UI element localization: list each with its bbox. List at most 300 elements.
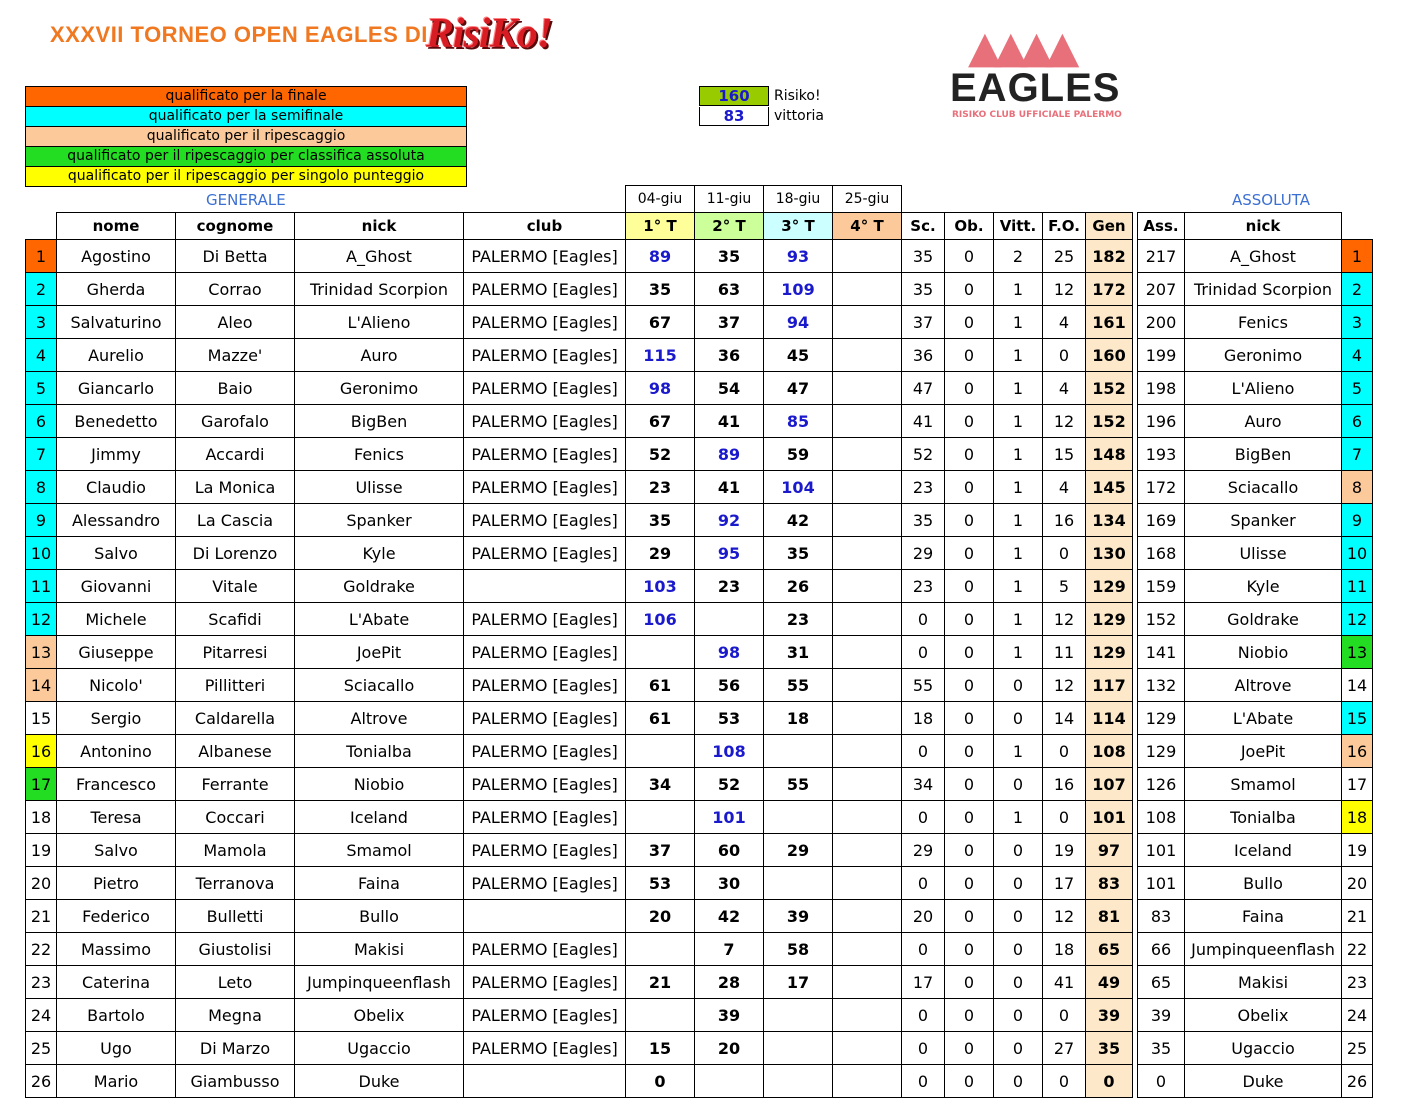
t2-cell: 30 — [695, 867, 764, 900]
nick-cell: Faina — [295, 867, 464, 900]
rank-cell: 19 — [26, 834, 57, 867]
nick-cell: Ulisse — [295, 471, 464, 504]
t1-cell: 23 — [626, 471, 695, 504]
t1-cell: 89 — [626, 240, 695, 273]
eagles-logo — [950, 22, 1150, 122]
nick-cell: Fenics — [295, 438, 464, 471]
cognome-cell: Bulletti — [176, 900, 295, 933]
assoluta-rank-cell: 5 — [1342, 372, 1373, 405]
nome-cell: Aurelio — [57, 339, 176, 372]
table-row — [26, 966, 1373, 999]
col-t1: 1° T — [626, 213, 695, 240]
gen-cell: 152 — [1086, 405, 1133, 438]
club-cell: PALERMO [Eagles] — [464, 966, 626, 999]
t3-cell — [764, 1032, 833, 1065]
cognome-cell: La Monica — [176, 471, 295, 504]
t4-cell — [833, 372, 902, 405]
nick-cell: Sciacallo — [295, 669, 464, 702]
table-row — [26, 603, 1373, 636]
cognome-cell: Caldarella — [176, 702, 295, 735]
t2-cell — [695, 603, 764, 636]
assoluta-nick-cell: JoePit — [1185, 735, 1342, 768]
section-assoluta: ASSOLUTA — [1232, 191, 1310, 209]
nick-cell: Obelix — [295, 999, 464, 1032]
ob-cell: 0 — [945, 372, 994, 405]
nome-cell: Massimo — [57, 933, 176, 966]
nick-cell: Niobio — [295, 768, 464, 801]
t2-cell — [695, 1065, 764, 1098]
ob-cell: 0 — [945, 570, 994, 603]
t1-cell: 0 — [626, 1065, 695, 1098]
t1-cell: 67 — [626, 405, 695, 438]
club-cell: PALERMO [Eagles] — [464, 471, 626, 504]
assoluta-rank-cell: 10 — [1342, 537, 1373, 570]
col-nome: nome — [57, 213, 176, 240]
legend-finale: qualificato per la finale — [25, 86, 467, 107]
fo-cell: 0 — [1043, 1065, 1086, 1098]
ob-cell: 0 — [945, 669, 994, 702]
t1-cell: 29 — [626, 537, 695, 570]
t3-cell: 45 — [764, 339, 833, 372]
ob-cell: 0 — [945, 537, 994, 570]
gen-cell: 108 — [1086, 735, 1133, 768]
sc-cell: 0 — [902, 933, 945, 966]
cognome-cell: Ferrante — [176, 768, 295, 801]
t3-cell: 35 — [764, 537, 833, 570]
nome-cell: Francesco — [57, 768, 176, 801]
fo-cell: 41 — [1043, 966, 1086, 999]
assoluta-rank-cell: 15 — [1342, 702, 1373, 735]
t2-cell: 89 — [695, 438, 764, 471]
gen-cell: 114 — [1086, 702, 1133, 735]
sc-cell: 52 — [902, 438, 945, 471]
standings-table — [25, 185, 1373, 1098]
club-cell: PALERMO [Eagles] — [464, 702, 626, 735]
nick-cell: L'Alieno — [295, 306, 464, 339]
rank-cell: 4 — [26, 339, 57, 372]
table-row — [26, 867, 1373, 900]
cognome-cell: La Cascia — [176, 504, 295, 537]
sc-cell: 17 — [902, 966, 945, 999]
assoluta-rank-cell: 24 — [1342, 999, 1373, 1032]
date-4: 25-giu — [833, 186, 902, 213]
t4-cell — [833, 240, 902, 273]
t2-cell: 98 — [695, 636, 764, 669]
ob-cell: 0 — [945, 735, 994, 768]
date-2: 11-giu — [695, 186, 764, 213]
nick-cell: L'Abate — [295, 603, 464, 636]
club-cell: PALERMO [Eagles] — [464, 339, 626, 372]
ob-cell: 0 — [945, 339, 994, 372]
t3-cell: 23 — [764, 603, 833, 636]
assoluta-nick-cell: Auro — [1185, 405, 1342, 438]
assoluta-nick-cell: Faina — [1185, 900, 1342, 933]
rank-cell: 2 — [26, 273, 57, 306]
t3-cell: 31 — [764, 636, 833, 669]
t4-cell — [833, 966, 902, 999]
nick-cell: Goldrake — [295, 570, 464, 603]
nick-cell: Trinidad Scorpion — [295, 273, 464, 306]
sc-cell: 0 — [902, 999, 945, 1032]
club-cell: PALERMO [Eagles] — [464, 537, 626, 570]
t4-cell — [833, 702, 902, 735]
ob-cell: 0 — [945, 702, 994, 735]
fo-cell: 12 — [1043, 603, 1086, 636]
t4-cell — [833, 1032, 902, 1065]
fo-cell: 0 — [1043, 537, 1086, 570]
nome-cell: Federico — [57, 900, 176, 933]
club-cell: PALERMO [Eagles] — [464, 438, 626, 471]
t4-cell — [833, 471, 902, 504]
legend-ripescaggio-assoluta: qualificato per il ripescaggio per classifica assoluta — [25, 147, 467, 167]
table-row — [26, 768, 1373, 801]
sc-cell: 35 — [902, 240, 945, 273]
t1-cell: 35 — [626, 273, 695, 306]
sc-cell: 34 — [902, 768, 945, 801]
gen-cell: 83 — [1086, 867, 1133, 900]
col-t4: 4° T — [833, 213, 902, 240]
assoluta-nick-cell: Goldrake — [1185, 603, 1342, 636]
t1-cell: 53 — [626, 867, 695, 900]
t2-cell: 52 — [695, 768, 764, 801]
cognome-cell: Terranova — [176, 867, 295, 900]
gen-cell: 117 — [1086, 669, 1133, 702]
fo-cell: 16 — [1043, 768, 1086, 801]
assoluta-nick-cell: Bullo — [1185, 867, 1342, 900]
sc-cell: 20 — [902, 900, 945, 933]
fo-cell: 12 — [1043, 405, 1086, 438]
table-row — [26, 438, 1373, 471]
t1-cell: 52 — [626, 438, 695, 471]
assoluta-nick-cell: Altrove — [1185, 669, 1342, 702]
assoluta-rank-cell: 23 — [1342, 966, 1373, 999]
assoluta-nick-cell: Geronimo — [1185, 339, 1342, 372]
t3-cell: 58 — [764, 933, 833, 966]
t4-cell — [833, 306, 902, 339]
assoluta-rank-cell: 18 — [1342, 801, 1373, 834]
ass-cell: 199 — [1138, 339, 1185, 372]
gen-cell: 145 — [1086, 471, 1133, 504]
ass-cell: 0 — [1138, 1065, 1185, 1098]
assoluta-nick-cell: Makisi — [1185, 966, 1342, 999]
vitt-cell: 1 — [994, 438, 1043, 471]
nick-cell: Ugaccio — [295, 1032, 464, 1065]
vitt-cell: 1 — [994, 504, 1043, 537]
key-risiko-label: Risiko! — [774, 88, 821, 104]
vitt-cell: 0 — [994, 900, 1043, 933]
ass-cell: 132 — [1138, 669, 1185, 702]
ob-cell: 0 — [945, 273, 994, 306]
cognome-cell: Mamola — [176, 834, 295, 867]
table-row — [26, 933, 1373, 966]
cognome-cell: Vitale — [176, 570, 295, 603]
ass-cell: 169 — [1138, 504, 1185, 537]
ass-cell: 39 — [1138, 999, 1185, 1032]
gen-cell: 129 — [1086, 603, 1133, 636]
table-row — [26, 537, 1373, 570]
col-t3: 3° T — [764, 213, 833, 240]
t2-cell: 41 — [695, 471, 764, 504]
sc-cell: 37 — [902, 306, 945, 339]
gen-cell: 152 — [1086, 372, 1133, 405]
cognome-cell: Coccari — [176, 801, 295, 834]
col-club: club — [464, 213, 626, 240]
nome-cell: Mario — [57, 1065, 176, 1098]
sc-cell: 41 — [902, 405, 945, 438]
ass-cell: 35 — [1138, 1032, 1185, 1065]
t4-cell — [833, 834, 902, 867]
ob-cell: 0 — [945, 405, 994, 438]
assoluta-rank-cell: 14 — [1342, 669, 1373, 702]
assoluta-nick-cell: Smamol — [1185, 768, 1342, 801]
gen-cell: 129 — [1086, 636, 1133, 669]
rank-cell: 25 — [26, 1032, 57, 1065]
assoluta-nick-cell: L'Alieno — [1185, 372, 1342, 405]
club-cell: PALERMO [Eagles] — [464, 735, 626, 768]
t3-cell: 93 — [764, 240, 833, 273]
rank-cell: 1 — [26, 240, 57, 273]
nome-cell: Agostino — [57, 240, 176, 273]
assoluta-rank-cell: 21 — [1342, 900, 1373, 933]
ob-cell: 0 — [945, 933, 994, 966]
table-row — [26, 1065, 1373, 1098]
table-row — [26, 636, 1373, 669]
nick-cell: Iceland — [295, 801, 464, 834]
table-row — [26, 702, 1373, 735]
vitt-cell: 0 — [994, 1032, 1043, 1065]
sc-cell: 0 — [902, 1032, 945, 1065]
rank-cell: 12 — [26, 603, 57, 636]
legend-ripescaggio-punteggio: qualificato per il ripescaggio per singolo punteggio — [25, 167, 467, 187]
table-row — [26, 372, 1373, 405]
nome-cell: Salvo — [57, 834, 176, 867]
t2-cell: 60 — [695, 834, 764, 867]
fo-cell: 27 — [1043, 1032, 1086, 1065]
vitt-cell: 1 — [994, 735, 1043, 768]
ob-cell: 0 — [945, 834, 994, 867]
sc-cell: 18 — [902, 702, 945, 735]
assoluta-rank-cell: 1 — [1342, 240, 1373, 273]
cognome-cell: Mazze' — [176, 339, 295, 372]
assoluta-nick-cell: Jumpinqueenflash — [1185, 933, 1342, 966]
cognome-cell: Baio — [176, 372, 295, 405]
sc-cell: 47 — [902, 372, 945, 405]
club-cell: PALERMO [Eagles] — [464, 933, 626, 966]
assoluta-rank-cell: 11 — [1342, 570, 1373, 603]
date-1: 04-giu — [626, 186, 695, 213]
rank-cell: 23 — [26, 966, 57, 999]
t3-cell — [764, 735, 833, 768]
table-row — [26, 1032, 1373, 1065]
nick-cell: Duke — [295, 1065, 464, 1098]
nome-cell: Caterina — [57, 966, 176, 999]
fo-cell: 4 — [1043, 306, 1086, 339]
nick-cell: Altrove — [295, 702, 464, 735]
gen-cell: 97 — [1086, 834, 1133, 867]
sc-cell: 23 — [902, 570, 945, 603]
t4-cell — [833, 438, 902, 471]
rank-cell: 24 — [26, 999, 57, 1032]
table-row — [26, 900, 1373, 933]
t1-cell: 20 — [626, 900, 695, 933]
sc-cell: 36 — [902, 339, 945, 372]
club-cell: PALERMO [Eagles] — [464, 603, 626, 636]
assoluta-nick-cell: Trinidad Scorpion — [1185, 273, 1342, 306]
t3-cell: 55 — [764, 669, 833, 702]
ob-cell: 0 — [945, 603, 994, 636]
t2-cell: 101 — [695, 801, 764, 834]
t1-cell: 37 — [626, 834, 695, 867]
nome-cell: Antonino — [57, 735, 176, 768]
nome-cell: Pietro — [57, 867, 176, 900]
rank-cell: 17 — [26, 768, 57, 801]
t1-cell: 106 — [626, 603, 695, 636]
ass-cell: 198 — [1138, 372, 1185, 405]
col-ass: Ass. — [1138, 213, 1185, 240]
nome-cell: Salvaturino — [57, 306, 176, 339]
t4-cell — [833, 867, 902, 900]
nome-cell: Benedetto — [57, 405, 176, 438]
gen-cell: 182 — [1086, 240, 1133, 273]
table-row — [26, 273, 1373, 306]
assoluta-rank-cell: 19 — [1342, 834, 1373, 867]
section-generale: GENERALE — [206, 191, 286, 209]
table-row — [26, 339, 1373, 372]
sc-cell: 0 — [902, 867, 945, 900]
t1-cell: 115 — [626, 339, 695, 372]
vitt-cell: 0 — [994, 867, 1043, 900]
nick-cell: A_Ghost — [295, 240, 464, 273]
rank-cell: 16 — [26, 735, 57, 768]
rank-cell: 9 — [26, 504, 57, 537]
club-cell: PALERMO [Eagles] — [464, 372, 626, 405]
nome-cell: Jimmy — [57, 438, 176, 471]
ob-cell: 0 — [945, 636, 994, 669]
table-row — [26, 735, 1373, 768]
nome-cell: Giuseppe — [57, 636, 176, 669]
table-row — [26, 504, 1373, 537]
ob-cell: 0 — [945, 867, 994, 900]
rank-cell: 20 — [26, 867, 57, 900]
cognome-cell: Di Lorenzo — [176, 537, 295, 570]
t3-cell: 85 — [764, 405, 833, 438]
ob-cell: 0 — [945, 504, 994, 537]
eagles-icon: ▲▲▲▲ — [968, 22, 1072, 73]
ob-cell: 0 — [945, 1032, 994, 1065]
vitt-cell: 1 — [994, 570, 1043, 603]
rank-cell: 11 — [26, 570, 57, 603]
t4-cell — [833, 999, 902, 1032]
gen-cell: 129 — [1086, 570, 1133, 603]
table-row — [26, 306, 1373, 339]
fo-cell: 18 — [1043, 933, 1086, 966]
gen-cell: 148 — [1086, 438, 1133, 471]
rank-cell: 21 — [26, 900, 57, 933]
assoluta-rank-cell: 26 — [1342, 1065, 1373, 1098]
ob-cell: 0 — [945, 306, 994, 339]
assoluta-nick-cell: Spanker — [1185, 504, 1342, 537]
vitt-cell: 1 — [994, 372, 1043, 405]
ob-cell: 0 — [945, 768, 994, 801]
cognome-cell: Giustolisi — [176, 933, 295, 966]
t2-cell: 41 — [695, 405, 764, 438]
key-risiko-value: 160 — [699, 86, 769, 106]
rank-cell: 10 — [26, 537, 57, 570]
ass-cell: 129 — [1138, 702, 1185, 735]
ob-cell: 0 — [945, 471, 994, 504]
ob-cell: 0 — [945, 999, 994, 1032]
t4-cell — [833, 537, 902, 570]
nome-cell: Claudio — [57, 471, 176, 504]
assoluta-rank-cell: 7 — [1342, 438, 1373, 471]
vitt-cell: 0 — [994, 702, 1043, 735]
table-row — [26, 999, 1373, 1032]
assoluta-rank-cell: 9 — [1342, 504, 1373, 537]
rank-cell: 7 — [26, 438, 57, 471]
sc-cell: 0 — [902, 636, 945, 669]
club-cell — [464, 570, 626, 603]
nome-cell: Giancarlo — [57, 372, 176, 405]
ob-cell: 0 — [945, 801, 994, 834]
t2-cell: 42 — [695, 900, 764, 933]
col-nick: nick — [295, 213, 464, 240]
col-t2: 2° T — [695, 213, 764, 240]
t4-cell — [833, 933, 902, 966]
club-cell: PALERMO [Eagles] — [464, 1032, 626, 1065]
col-gen: Gen — [1086, 213, 1133, 240]
t3-cell: 29 — [764, 834, 833, 867]
t4-cell — [833, 636, 902, 669]
nick-cell: Jumpinqueenflash — [295, 966, 464, 999]
sc-cell: 55 — [902, 669, 945, 702]
t3-cell — [764, 867, 833, 900]
ass-cell: 65 — [1138, 966, 1185, 999]
cognome-cell: Di Betta — [176, 240, 295, 273]
fo-cell: 4 — [1043, 372, 1086, 405]
t3-cell: 59 — [764, 438, 833, 471]
nick-cell: Makisi — [295, 933, 464, 966]
legend — [25, 86, 467, 187]
date-3: 18-giu — [764, 186, 833, 213]
vitt-cell: 1 — [994, 471, 1043, 504]
cognome-cell: Corrao — [176, 273, 295, 306]
header-row — [26, 213, 1373, 240]
gen-cell: 107 — [1086, 768, 1133, 801]
nome-cell: Alessandro — [57, 504, 176, 537]
t2-cell: 63 — [695, 273, 764, 306]
sc-cell: 0 — [902, 603, 945, 636]
fo-cell: 12 — [1043, 273, 1086, 306]
gen-cell: 130 — [1086, 537, 1133, 570]
gen-cell: 49 — [1086, 966, 1133, 999]
t3-cell — [764, 1065, 833, 1098]
ass-cell: 141 — [1138, 636, 1185, 669]
t3-cell: 109 — [764, 273, 833, 306]
vitt-cell: 0 — [994, 933, 1043, 966]
assoluta-nick-cell: L'Abate — [1185, 702, 1342, 735]
gen-cell: 134 — [1086, 504, 1133, 537]
gen-cell: 0 — [1086, 1065, 1133, 1098]
t1-cell: 35 — [626, 504, 695, 537]
fo-cell: 4 — [1043, 471, 1086, 504]
sc-cell: 23 — [902, 471, 945, 504]
t1-cell: 98 — [626, 372, 695, 405]
club-cell: PALERMO [Eagles] — [464, 405, 626, 438]
club-cell: PALERMO [Eagles] — [464, 306, 626, 339]
vitt-cell: 0 — [994, 669, 1043, 702]
sc-cell: 35 — [902, 504, 945, 537]
t4-cell — [833, 570, 902, 603]
